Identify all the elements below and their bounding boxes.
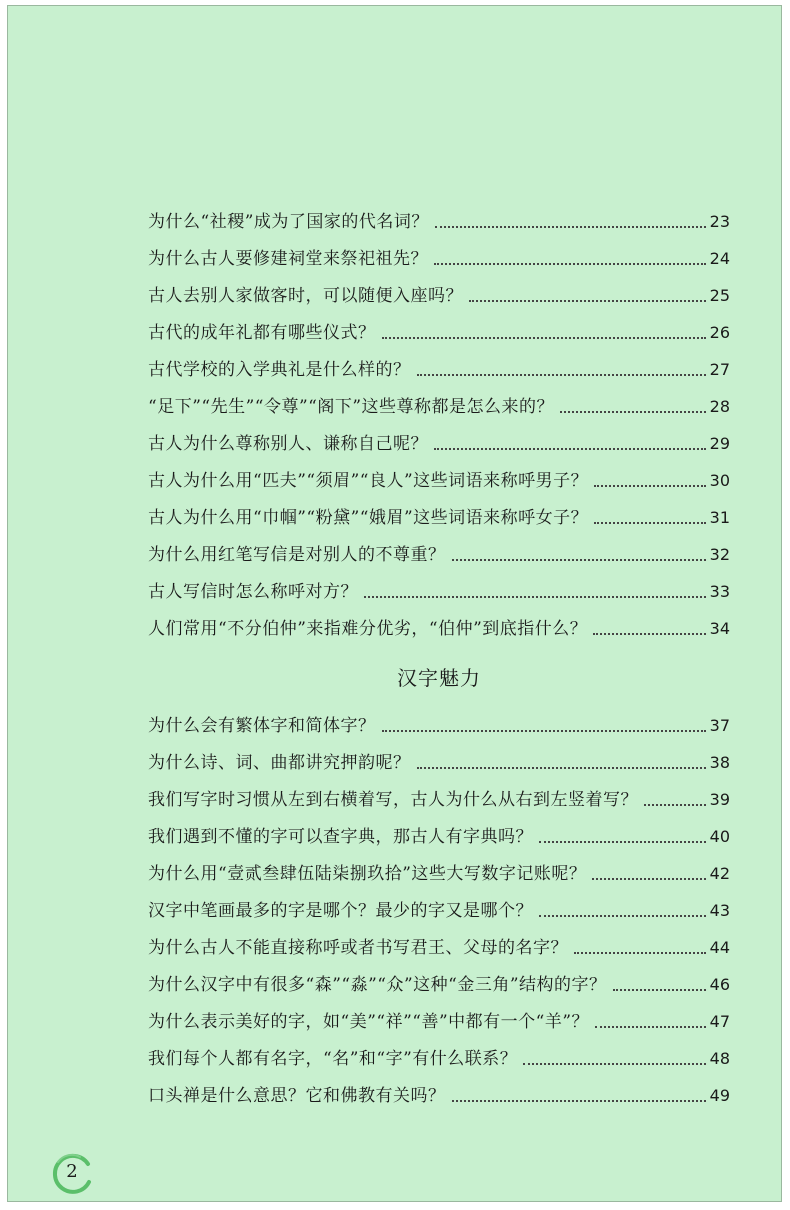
dot-leader bbox=[452, 559, 706, 561]
toc-entry[interactable] bbox=[148, 573, 730, 603]
toc-entry-page: 46 bbox=[709, 975, 730, 994]
toc-entry[interactable] bbox=[148, 499, 730, 529]
toc-entry-page: 33 bbox=[709, 582, 730, 601]
book-page bbox=[7, 5, 782, 1202]
toc-entry-page: 30 bbox=[709, 471, 730, 490]
toc-entry[interactable] bbox=[148, 781, 730, 811]
toc-entry-page: 32 bbox=[709, 545, 730, 564]
toc-entry-page: 26 bbox=[709, 323, 730, 342]
toc-entry[interactable] bbox=[148, 818, 730, 848]
toc-entry-title: 古人为什么用“巾帼”“粉黛”“娥眉”这些词语来称呼女子？ bbox=[148, 508, 589, 528]
page-number-badge bbox=[50, 1152, 94, 1196]
toc-entry-title: 为什么古人要修建祠堂来祭祀祖先？ bbox=[148, 249, 428, 269]
dot-leader bbox=[434, 448, 706, 450]
dot-leader bbox=[644, 804, 706, 806]
toc-entry-page: 43 bbox=[709, 901, 730, 920]
toc-entry[interactable] bbox=[148, 351, 730, 381]
toc-entry[interactable] bbox=[148, 388, 730, 418]
dot-leader bbox=[417, 767, 706, 769]
dot-leader bbox=[593, 633, 705, 635]
toc-entry[interactable] bbox=[148, 314, 730, 344]
toc-entry-page: 24 bbox=[709, 249, 730, 268]
toc-entry-title: “足下”“先生”“令尊”“阁下”这些尊称都是怎么来的？ bbox=[148, 397, 555, 417]
toc-entry-title: 古代的成年礼都有哪些仪式？ bbox=[148, 323, 376, 343]
toc-entry[interactable] bbox=[148, 929, 730, 959]
toc-entry[interactable] bbox=[148, 610, 730, 640]
dot-leader bbox=[434, 263, 706, 265]
toc-entry-page: 37 bbox=[709, 716, 730, 735]
dot-leader bbox=[539, 841, 706, 843]
dot-leader bbox=[469, 300, 706, 302]
dot-leader bbox=[574, 952, 706, 954]
toc-entry-title: 为什么诗、词、曲都讲究押韵呢？ bbox=[148, 753, 411, 773]
toc-entry[interactable] bbox=[148, 536, 730, 566]
dot-leader bbox=[592, 878, 705, 880]
toc-entry-title: 为什么古人不能直接称呼或者书写君王、父母的名字？ bbox=[148, 938, 568, 958]
toc-entry-page: 44 bbox=[709, 938, 730, 957]
toc-entry-title: 为什么“社稷”成为了国家的代名词？ bbox=[148, 212, 429, 232]
dot-leader bbox=[452, 1100, 706, 1102]
toc-entry[interactable] bbox=[148, 462, 730, 492]
dot-leader bbox=[539, 915, 706, 917]
toc-entry[interactable] bbox=[148, 425, 730, 455]
toc-entry-title: 为什么会有繁体字和简体字？ bbox=[148, 716, 376, 736]
dot-leader bbox=[595, 1026, 706, 1028]
toc-entry-title: 古人为什么用“匹夫”“须眉”“良人”这些词语来称呼男子？ bbox=[148, 471, 589, 491]
toc-entry[interactable] bbox=[148, 707, 730, 737]
dot-leader bbox=[560, 411, 706, 413]
toc-entry[interactable] bbox=[148, 203, 730, 233]
toc-entry-page: 27 bbox=[709, 360, 730, 379]
dot-leader bbox=[594, 522, 705, 524]
toc-entry-title: 我们写字时习惯从左到右横着写，古人为什么从右到左竖着写？ bbox=[148, 790, 638, 810]
toc-entry-page: 29 bbox=[709, 434, 730, 453]
toc-entry-page: 39 bbox=[709, 790, 730, 809]
toc-entry[interactable] bbox=[148, 966, 730, 996]
toc-entry[interactable] bbox=[148, 1040, 730, 1070]
toc-entry-title: 古人去别人家做客时，可以随便入座吗？ bbox=[148, 286, 463, 306]
dot-leader bbox=[417, 374, 706, 376]
toc-entry-page: 47 bbox=[709, 1012, 730, 1031]
toc-entry-title: 我们每个人都有名字，“名”和“字”有什么联系？ bbox=[148, 1049, 518, 1069]
toc-entry-title: 人们常用“不分伯仲”来指难分优劣，“伯仲”到底指什么？ bbox=[148, 619, 588, 639]
dot-leader bbox=[382, 337, 706, 339]
dot-leader bbox=[594, 485, 705, 487]
toc-entry-title: 为什么汉字中有很多“森”“淼”“众”这种“金三角”结构的字？ bbox=[148, 975, 607, 995]
toc-entry-title: 为什么用“壹贰叁肆伍陆柒捌玖拾”这些大写数字记账呢？ bbox=[148, 864, 587, 884]
toc-entry-page: 34 bbox=[709, 619, 730, 638]
toc-entry-title: 古人写信时怎么称呼对方？ bbox=[148, 582, 358, 602]
toc-entry-title: 我们遇到不懂的字可以查字典，那古人有字典吗？ bbox=[148, 827, 533, 847]
toc-entry-page: 49 bbox=[709, 1086, 730, 1105]
dot-leader bbox=[523, 1063, 705, 1065]
toc-entry[interactable] bbox=[148, 1003, 730, 1033]
toc-entry-title: 古代学校的入学典礼是什么样的？ bbox=[148, 360, 411, 380]
toc-entry[interactable] bbox=[148, 744, 730, 774]
toc-entry-title: 古人为什么尊称别人、谦称自己呢？ bbox=[148, 434, 428, 454]
toc-entry-page: 40 bbox=[709, 827, 730, 846]
toc-entry-page: 23 bbox=[709, 212, 730, 231]
toc-entry-title: 口头禅是什么意思？它和佛教有关吗？ bbox=[148, 1086, 446, 1106]
toc-entry-title: 汉字中笔画最多的字是哪个？最少的字又是哪个？ bbox=[148, 901, 533, 921]
dot-leader bbox=[364, 596, 706, 598]
toc-entry-title: 为什么表示美好的字，如“美”“祥”“善”中都有一个“羊”？ bbox=[148, 1012, 590, 1032]
toc-entry-page: 25 bbox=[709, 286, 730, 305]
dot-leader bbox=[435, 226, 706, 228]
toc-entry-page: 42 bbox=[709, 864, 730, 883]
dot-leader bbox=[613, 989, 706, 991]
toc-entry-page: 28 bbox=[709, 397, 730, 416]
section-heading: 汉字魅力 bbox=[397, 666, 481, 690]
page-number: 2 bbox=[66, 1161, 78, 1182]
toc-entry-page: 48 bbox=[709, 1049, 730, 1068]
toc-entry-page: 38 bbox=[709, 753, 730, 772]
toc-entry-title: 为什么用红笔写信是对别人的不尊重？ bbox=[148, 545, 446, 565]
toc-entry[interactable] bbox=[148, 277, 730, 307]
toc-entry[interactable] bbox=[148, 855, 730, 885]
dot-leader bbox=[382, 730, 706, 732]
toc-entry[interactable] bbox=[148, 240, 730, 270]
toc-entry[interactable] bbox=[148, 1077, 730, 1107]
toc-entry[interactable] bbox=[148, 892, 730, 922]
toc-entry-page: 31 bbox=[709, 508, 730, 527]
